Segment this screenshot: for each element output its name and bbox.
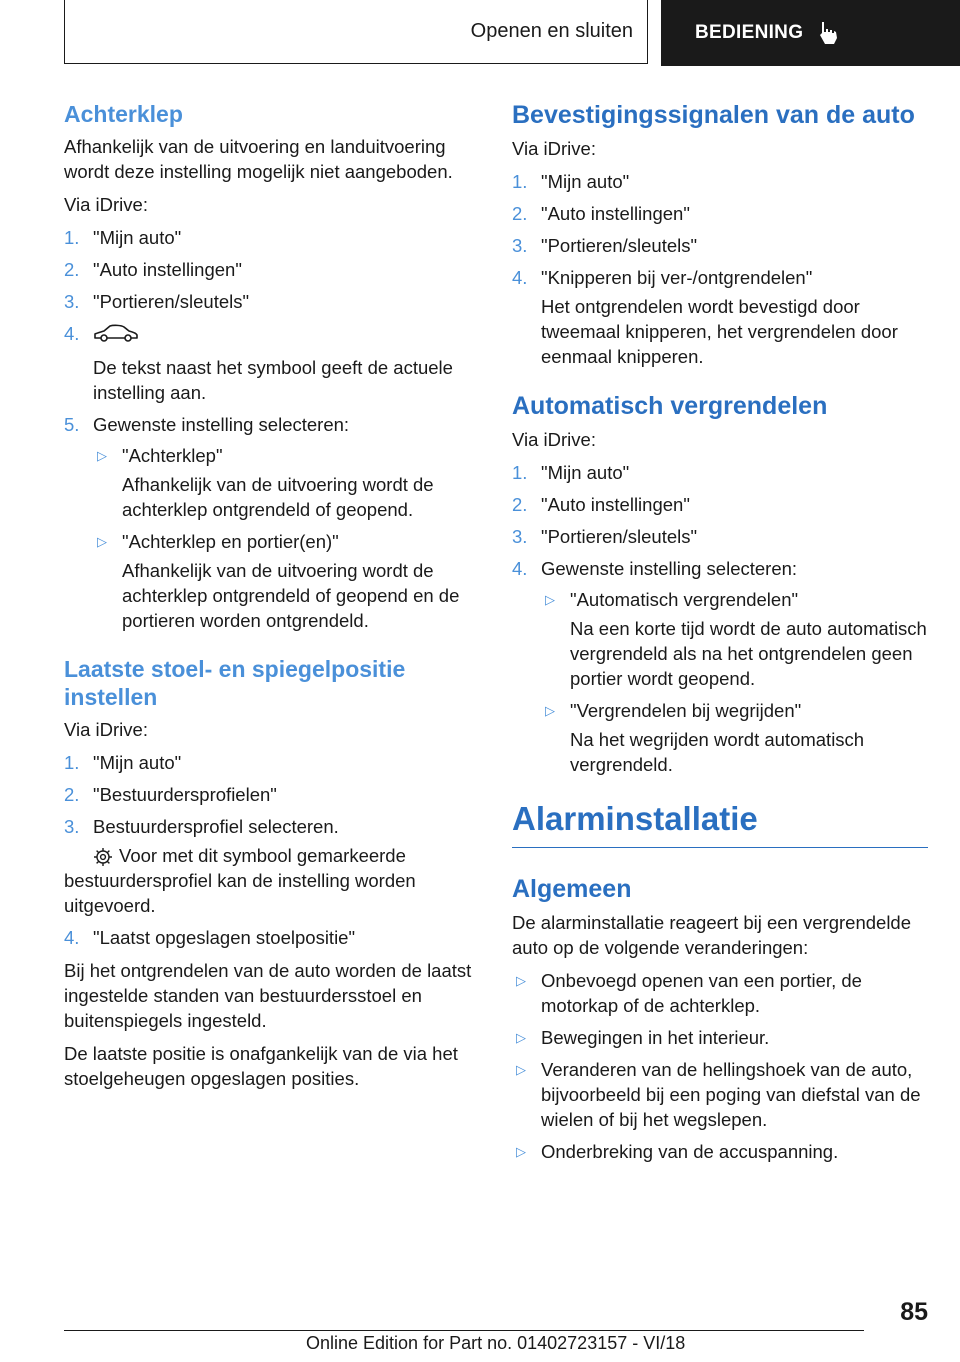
list-item [512, 169, 928, 194]
triangle-bullet-icon: ▷ [516, 1144, 526, 1159]
note [64, 843, 484, 918]
list-item [64, 257, 484, 282]
car-icon [93, 321, 139, 345]
steps-list [512, 460, 928, 777]
gear-icon [93, 847, 113, 867]
bullet-text: Onbevoegd openen van een portier, de motorkap of de achterklep. [541, 970, 862, 1016]
triangle-bullet-icon: ▷ [516, 1030, 526, 1045]
option-label: "Automatisch vergrendelen" [570, 589, 799, 610]
list-item [512, 492, 928, 517]
step-text: Gewenste instelling selecteren: [93, 414, 350, 435]
list-item [512, 1025, 928, 1050]
chapter-title: BEDIENING [695, 22, 804, 43]
bullet-text: Onderbreking van de accuspanning. [541, 1141, 839, 1162]
step-text: "Bestuurdersprofielen" [93, 784, 277, 805]
step-number: 2. [64, 784, 80, 805]
option-label: "Achterklep en portier(en)" [122, 531, 339, 552]
pointing-hand-icon [817, 20, 841, 46]
step-number: 3. [512, 235, 528, 256]
via-idrive: Via iDrive: [64, 194, 148, 215]
triangle-bullet-icon: ▷ [545, 592, 555, 607]
list-item [64, 750, 484, 775]
option-description: Afhankelijk van de uitvoering wordt de achterklep ontgrendeld of geopend. [122, 474, 434, 520]
options-list [541, 587, 928, 777]
paragraph: De alarminstallatie reageert bij een vergrendelde auto op de volgende veranderingen: [512, 912, 912, 958]
triangle-bullet-icon: ▷ [97, 534, 107, 549]
heading-achterklep: Achterklep [64, 101, 183, 127]
list-item [64, 321, 484, 405]
step-number: 4. [512, 558, 528, 579]
step-text: "Auto instellingen" [541, 494, 690, 515]
step-text: "Auto instellingen" [541, 203, 690, 224]
option-description: Na een korte tijd wordt de auto automatisch vergrendeld als na het ontgrendelen geen portier wordt geopend. [570, 618, 927, 689]
list-item [512, 1057, 928, 1132]
step-text: "Mijn auto" [93, 227, 182, 248]
note-text: Voor met dit symbool gemarkeerde bestuurdersprofiel kan de instelling worden uitgevoerd. [64, 845, 416, 916]
triangle-bullet-icon: ▷ [516, 1062, 526, 1077]
steps-list [64, 750, 484, 950]
list-item [541, 698, 928, 777]
step-description: Het ontgrendelen wordt bevestigd door tweemaal knipperen, het vergrendelen door eenmaal knipperen. [541, 296, 898, 367]
step-text: "Mijn auto" [541, 462, 630, 483]
list-item [512, 265, 928, 369]
footer-divider [64, 1330, 864, 1331]
step-text: Gewenste instelling selecteren: [541, 558, 798, 579]
list-item [64, 412, 484, 633]
steps-list [512, 169, 928, 369]
step-text: "Mijn auto" [93, 752, 182, 773]
step-text: "Laatst opgeslagen stoelpositie" [93, 927, 356, 948]
right-column [512, 100, 928, 1171]
steps-list [64, 225, 484, 633]
list-item [512, 556, 928, 777]
triangle-bullet-icon: ▷ [545, 703, 555, 718]
list-item [93, 529, 484, 633]
paragraph: De laatste positie is onafgankelijk van de via het stoelgeheugen opgeslagen posities. [64, 1043, 458, 1089]
list-item [64, 225, 484, 250]
list-item [512, 524, 928, 549]
step-number: 2. [512, 494, 528, 515]
heading-alarminstallatie: Alarminstallatie [512, 799, 928, 848]
paragraph: Afhankelijk van de uitvoering en landuitvoering wordt deze instelling mogelijk niet aangeboden. [64, 136, 453, 182]
chapter-tab [661, 0, 960, 66]
step-number: 3. [64, 816, 80, 837]
list-item [64, 814, 484, 918]
via-idrive: Via iDrive: [512, 429, 596, 450]
bullet-text: Bewegingen in het interieur. [541, 1027, 770, 1048]
step-number: 1. [512, 462, 528, 483]
footer-edition: Online Edition for Part no. 01402723157 - VI/18 [306, 1333, 686, 1353]
step-number: 3. [64, 291, 80, 312]
list-item [512, 233, 928, 258]
step-number: 1. [512, 171, 528, 192]
step-text: "Mijn auto" [541, 171, 630, 192]
step-number: 2. [64, 259, 80, 280]
list-item [64, 782, 484, 807]
step-number: 4. [64, 323, 80, 344]
step-text: "Portieren/sleutels" [93, 291, 250, 312]
step-text: "Auto instellingen" [93, 259, 242, 280]
heading-algemeen: Algemeen [512, 875, 632, 903]
step-number: 4. [512, 267, 528, 288]
step-number: 1. [64, 752, 80, 773]
step-number: 5. [64, 414, 80, 435]
paragraph: Bij het ontgrendelen van de auto worden de laatst ingestelde standen van bestuurdersstoel en buitenspiegels ingesteld. [64, 960, 472, 1031]
step-text: "Knipperen bij ver-/ontgrendelen" [541, 267, 813, 288]
option-label: "Achterklep" [122, 445, 223, 466]
step-text: Bestuurdersprofiel selecteren. [93, 816, 339, 837]
list-item [512, 968, 928, 1018]
heading-stoelpositie: Laatste stoel- en spiegelpositie instellen [64, 656, 406, 710]
option-description: Na het wegrijden wordt automatisch vergrendeld. [570, 729, 865, 775]
triangle-bullet-icon: ▷ [97, 448, 107, 463]
option-description: Afhankelijk van de uitvoering wordt de achterklep ontgrendeld of geopend en de portieren worden ontgrendeld. [122, 560, 460, 631]
option-label: "Vergrendelen bij wegrijden" [570, 700, 802, 721]
heading-bevestigingssignalen: Bevestigingssignalen van de auto [512, 101, 915, 129]
section-title-text: Openen en sluiten [470, 20, 633, 42]
page-number: 85 [900, 1298, 928, 1326]
step-text: "Portieren/sleutels" [541, 526, 698, 547]
step-number: 3. [512, 526, 528, 547]
page-header [64, 0, 960, 66]
step-number: 4. [64, 927, 80, 948]
step-description: De tekst naast het symbool geeft de actuele instelling aan. [93, 357, 453, 403]
step-number: 1. [64, 227, 80, 248]
left-column [64, 100, 484, 1099]
list-item [93, 443, 484, 522]
heading-automatisch-vergrendelen: Automatisch vergrendelen [512, 392, 828, 420]
list-item [512, 1139, 928, 1164]
via-idrive: Via iDrive: [64, 719, 148, 740]
triangle-bullet-icon: ▷ [516, 973, 526, 988]
bullet-text: Veranderen van de hellingshoek van de auto, bijvoorbeeld bij een poging van diefstal van de wielen of bij het wegslepen. [541, 1059, 921, 1130]
list-item [512, 201, 928, 226]
list-item [64, 289, 484, 314]
list-item [512, 460, 928, 485]
via-idrive: Via iDrive: [512, 138, 596, 159]
section-title [64, 0, 648, 64]
options-list [93, 443, 484, 633]
step-number: 2. [512, 203, 528, 224]
step-text: "Portieren/sleutels" [541, 235, 698, 256]
list-item [64, 925, 484, 950]
list-item [541, 587, 928, 691]
bullet-list [512, 968, 928, 1164]
